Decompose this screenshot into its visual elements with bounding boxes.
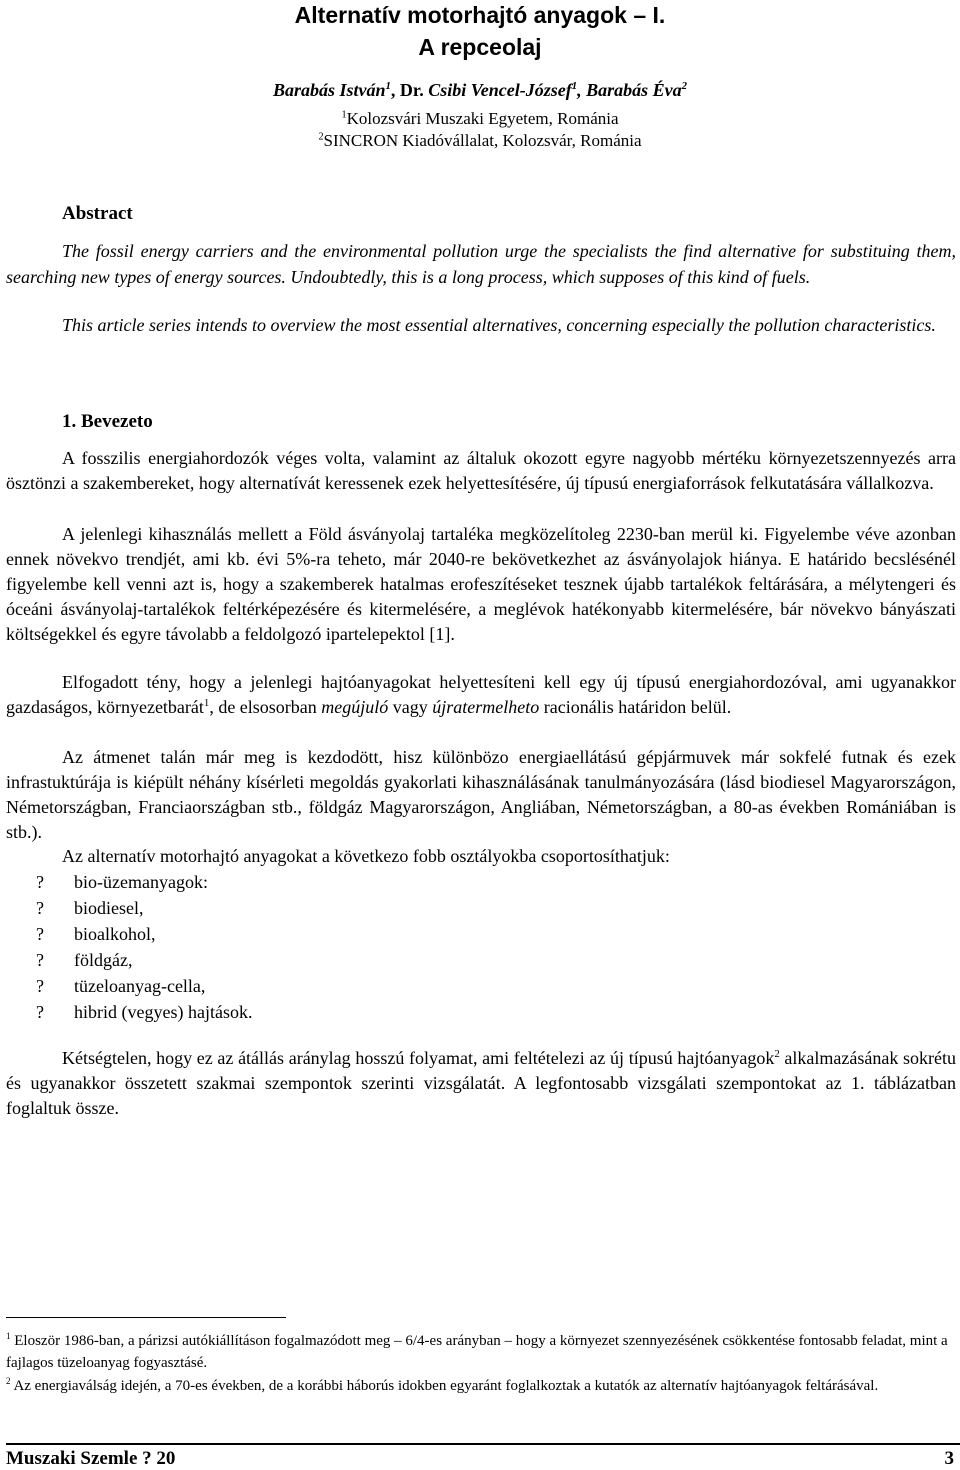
author-2: Csibi Vencel-József <box>428 80 572 100</box>
author-title: Dr. <box>399 80 429 100</box>
body-paragraph-5: Az alternatív motorhajtó anyagokat a következo fobb osztályokba csoportosíthatjuk: <box>62 846 670 866</box>
list-item-text: hibrid (vegyes) hajtások. <box>74 1002 253 1022</box>
author-2-affiliation: 1 <box>571 80 578 92</box>
abstract-paragraph-2: This article series intends to overview the most essential alternatives, concerning especially the pollution characteristics. <box>62 315 936 335</box>
affiliation-text: Kolozsvári Muszaki Egyetem, Románia <box>346 109 619 128</box>
footnote-number: 2 <box>6 1376 11 1386</box>
body-paragraph-4: Az átmenet talán már meg is kezdodött, hisz különbözo energiaellátású gépjármuvek már sokfelé futnak és ezek infrastuktúrája is kiépült néhány kísérleti megoldás gyakorlati kihasználásának tanulmányozására (lásd biodiesel Magyarországon, Németországban, Franciaországban stb., földgáz Magyarországon, Angliában, Németországban, a 80-as években Romániában is stb.). <box>6 747 956 842</box>
footnote-text: Eloször 1986-ban, a párizsi autókiállításon fogalmazódott meg – 6/4-es arányban – hogy a környezet szennyezésének csökkentése fontosabb feladat, mint a fajlagos tüzeloanyag fogyasztásé. <box>6 1333 948 1371</box>
bullet: ? <box>36 950 44 970</box>
affiliation-number: 1 <box>341 109 347 121</box>
body-paragraph-3 <box>6 670 956 720</box>
list-item-text: bio-üzemanyagok: <box>74 872 208 892</box>
footnote-2 <box>6 1375 956 1397</box>
affiliation-number: 2 <box>318 131 324 143</box>
emphasis: megújuló <box>321 697 389 717</box>
page-number: 3 <box>944 1448 954 1469</box>
title-line-2: A repceolaj <box>418 34 542 60</box>
affiliation-text: SINCRON Kiadóvállalat, Kolozsvár, Románia <box>323 131 642 150</box>
text-run: Kétségtelen, hogy ez az átállás aránylag hosszú folyamat, ami feltételezi az új típusú hajtóanyagok <box>62 1048 775 1068</box>
title-line-1: Alternatív motorhajtó anyagok – I. <box>294 2 666 28</box>
footer-divider <box>6 1443 960 1445</box>
footnote-1 <box>6 1330 956 1374</box>
text-run: vagy <box>388 697 433 717</box>
list-item-text: tüzeloanyag-cella, <box>74 976 206 996</box>
footnote-number: 1 <box>6 1331 11 1341</box>
text-run: alkalmazásának sokrétu és ugyanakkor összetett szakmai szempontok szerinti vizsgálatát. A legfontosabb vizsgálati szempontokat az 1. táblázatban foglaltuk össze. <box>6 1048 956 1118</box>
list-item <box>36 869 252 895</box>
author-1-affiliation: 1 <box>385 80 391 92</box>
footnote-text: Az energiaválság idején, a 70-es években, de a korábbi háborús idokben egyaránt foglalkoztak a kutatók az alternatív hajtóanyagok feltárásával. <box>13 1378 879 1394</box>
bullet: ? <box>36 872 44 892</box>
list-item <box>36 921 252 947</box>
bullet: ? <box>36 976 44 996</box>
list-item <box>36 947 252 973</box>
body-paragraph-2: A jelenlegi kihasználás mellett a Föld ásványolaj tartaléka megközelítoleg 2230-ban merül ki. Figyelembe véve azonban ennek növekvo trendjét, ami kb. évi 5%-ra teheto, már 2040-re bekövetkezhet az ásványolajok hiánya. E határido becslésénél figyelembe kell venni azt is, hogy a szakemberek hatalmas erofeszítéseket tesznek újabb tartalékok feltárására, a mélytengeri és óceáni ásványolaj-tartalékok feltérképezésére és kitermelésére, a meglévok hatékonyabb kitermelésére, bár növekvo bányászati költségekkel és egyre távolabb a feldolgozó ipartelepektol [1]. <box>6 524 956 644</box>
author-separator: , <box>390 80 400 100</box>
list-item <box>36 895 252 921</box>
journal-name: Muszaki Szemle ? 20 <box>6 1448 176 1469</box>
list-item <box>36 999 252 1025</box>
footnote-ref-2: 2 <box>774 1048 780 1060</box>
footnote-divider <box>6 1317 286 1318</box>
bullet: ? <box>36 898 44 918</box>
emphasis: újratermelheto <box>432 697 540 717</box>
text-run: racionális határidon belül. <box>539 697 732 717</box>
author-separator: , <box>577 80 587 100</box>
abstract-paragraph-1: The fossil energy carriers and the environmental pollution urge the specialists the find alternative for substituing them, searching new types of energy sources. Undoubtedly, this is a long process, which supposes of this kind of fuels. <box>6 241 956 287</box>
author-3-affiliation: 2 <box>681 80 688 92</box>
author-3: Barabás Éva <box>586 80 682 100</box>
abstract-heading: Abstract <box>62 203 133 224</box>
list-item-text: bioalkohol, <box>74 924 156 944</box>
author-line <box>0 80 960 101</box>
body-paragraph-1: A fosszilis energiahordozók véges volta, valamint az általuk okozott egyre nagyobb mértéku környezetszennyezés arra ösztönzi a szakembereket, hogy alternatívát keressenek ezek helyettesítésére, új típusú energiaforrások felkutatására vállalkozva. <box>6 448 956 493</box>
bullet: ? <box>36 1002 44 1022</box>
affiliation-2 <box>0 131 960 151</box>
section-heading: 1. Bevezeto <box>62 411 153 432</box>
bullet: ? <box>36 924 44 944</box>
text-run: , de elsosorban <box>209 697 322 717</box>
list-item <box>36 973 252 999</box>
author-1: Barabás István <box>272 80 386 100</box>
fuel-category-list <box>36 869 252 1025</box>
list-item-text: földgáz, <box>74 950 133 970</box>
footnote-ref-1: 1 <box>203 697 210 709</box>
text-run: Elfogadott tény, hogy a jelenlegi hajtóanyagokat helyettesíteni kell egy új típusú energiahordozóval, ami ugyanakkor gazdaságos, környezetbarát <box>6 672 956 717</box>
affiliation-1 <box>0 109 960 129</box>
body-paragraph-6 <box>6 1046 956 1121</box>
list-item-text: biodiesel, <box>74 898 144 918</box>
